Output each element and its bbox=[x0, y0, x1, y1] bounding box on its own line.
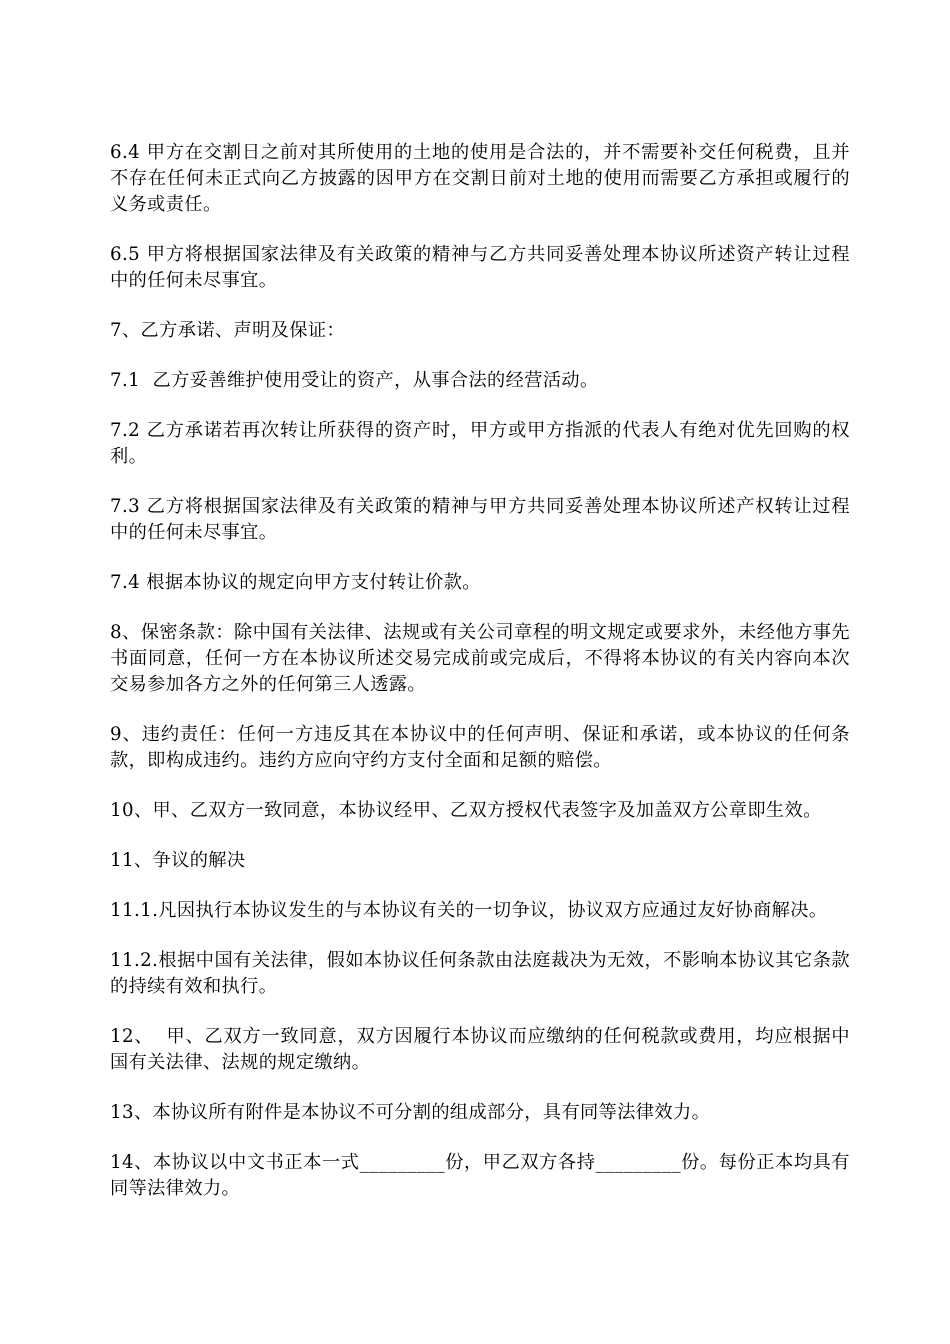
clause-14-copies bbox=[110, 1150, 850, 1202]
clause-7-heading: 7、乙方承诺、声明及保证： bbox=[110, 320, 346, 341]
clause-9-liability: 9、违约责任：任何一方违反其在本协议中的任何声明、保证和承诺，或本协议的任何条款，即构成违约。违约方应向守约方支付全面和足额的赔偿。 bbox=[110, 724, 850, 771]
clause-11-heading: 11、争议的解决 bbox=[110, 850, 246, 871]
clause-8-confidentiality: 8、保密条款：除中国有关法律、法规或有关公司章程的明文规定或要求外，未经他方事先书面同意，任何一方在本协议所述交易完成前或完成后，不得将本协议的有关内容向本次交易参加各方之外的任何第三人透露。 bbox=[110, 622, 850, 695]
clause-7-1: 7.1 乙方妥善维护使用受让的资产，从事合法的经营活动。 bbox=[110, 370, 599, 391]
clause-6-5: 6.5 甲方将根据国家法律及有关政策的精神与乙方共同妥善处理本协议所述资产转让过程中的任何未尽事宜。 bbox=[110, 244, 850, 291]
clause-7-2: 7.2 乙方承诺若再次转让所获得的资产时，甲方或甲方指派的代表人有绝对优先回购的权利。 bbox=[110, 420, 850, 467]
clause-11-1: 11.1.凡因执行本协议发生的与本协议有关的一切争议，协议双方应通过友好协商解决。 bbox=[110, 900, 828, 921]
clause-14-part3: 份。每份正本均具有同等法律效力。 bbox=[110, 1152, 851, 1199]
clause-7-4: 7.4 根据本协议的规定向甲方支付转让价款。 bbox=[110, 572, 481, 593]
copies-each-blank: _________ bbox=[595, 1152, 681, 1173]
clause-14-part2: 份，甲乙双方各持 bbox=[445, 1152, 596, 1173]
clause-7-3: 7.3 乙方将根据国家法律及有关政策的精神与甲方共同妥善处理本协议所述产权转让过程中的任何未尽事宜。 bbox=[110, 496, 850, 543]
document-page bbox=[110, 140, 850, 1226]
clause-11-2: 11.2.根据中国有关法律，假如本协议任何条款由法庭裁决为无效，不影响本协议其它条款的持续有效和执行。 bbox=[110, 950, 850, 997]
clause-6-4: 6.4 甲方在交割日之前对其所使用的土地的使用是合法的，并不需要补交任何税费，且并不存在任何未正式向乙方披露的因甲方在交割日前对土地的使用而需要乙方承担或履行的义务或责任。 bbox=[110, 142, 850, 215]
copies-total-blank: _________ bbox=[359, 1152, 446, 1173]
clause-13-attachments: 13、本协议所有附件是本协议不可分割的组成部分，具有同等法律效力。 bbox=[110, 1102, 711, 1123]
clause-14-part1: 14、本协议以中文书正本一式 bbox=[110, 1152, 360, 1173]
clause-12-taxes: 12、 甲、乙双方一致同意，双方因履行本协议而应缴纳的任何税款或费用，均应根据中国有关法律、法规的规定缴纳。 bbox=[110, 1026, 850, 1073]
clause-10-effectiveness: 10、甲、乙双方一致同意，本协议经甲、乙双方授权代表签字及加盖双方公章即生效。 bbox=[110, 800, 822, 821]
